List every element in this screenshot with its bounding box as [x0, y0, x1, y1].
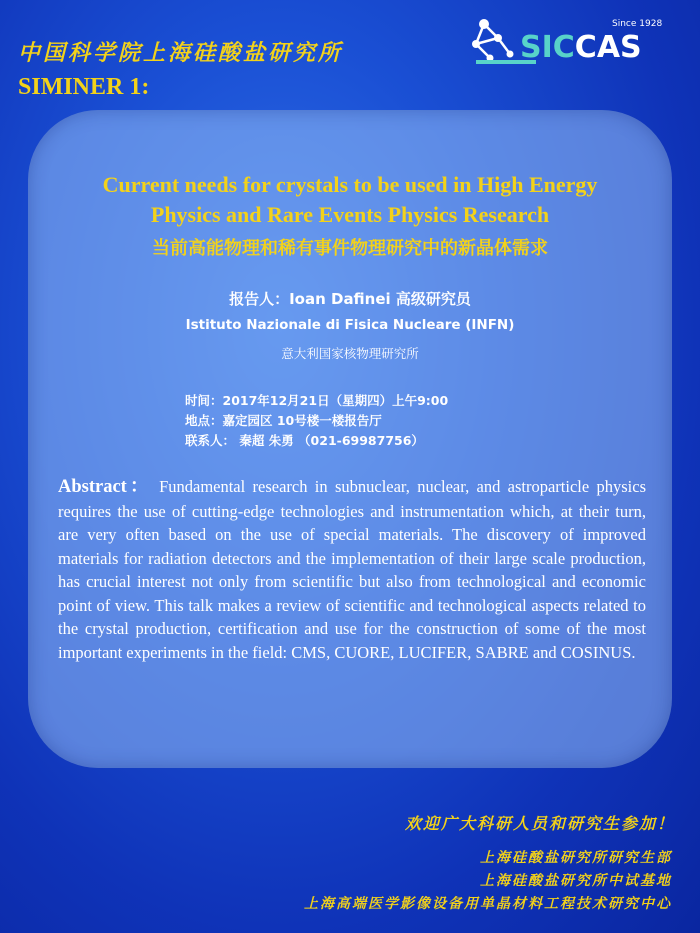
event-info — [185, 391, 448, 451]
talk-title-en-line2: Physics and Rare Events Physics Research — [150, 202, 550, 227]
talk-title-en — [0, 170, 700, 230]
institute-name-cn: 中国科学院上海硅酸盐研究所 — [18, 40, 344, 66]
logo-since-text: Since 1928 — [612, 19, 663, 29]
welcome-message: 欢迎广大科研人员和研究生参加！ — [404, 814, 675, 833]
logo-wordmark — [520, 30, 642, 65]
talk-title-cn: 当前高能物理和稀有事件物理研究中的新晶体需求 — [152, 238, 548, 259]
logo-wordmark-part1: SIC — [520, 30, 575, 65]
event-contact: 联系人： 秦超 朱勇 （021-69987756） — [185, 433, 424, 448]
organizer-3: 上海高端医学影像设备用单晶材料工程技术研究中心 — [304, 896, 672, 912]
abstract-label: Abstract： — [58, 477, 152, 497]
seminar-series-label: SIMINER 1: — [18, 74, 150, 100]
speaker-institute-cn: 意大利国家核物理研究所 — [281, 346, 419, 361]
organizer-1: 上海硅酸盐研究所研究生部 — [480, 850, 672, 866]
organizer-2: 上海硅酸盐研究所中试基地 — [480, 873, 672, 889]
talk-title-en-line1: Current needs for crystals to be used in High Energy — [102, 172, 598, 197]
speaker-institute: Istituto Nazionale di Fisica Nucleare (INFN) — [185, 317, 515, 333]
event-time: 时间：2017年12月21日（星期四）上午9:00 — [185, 393, 449, 408]
abstract-text: Fundamental research in subnuclear, nuclear, and astroparticle physics requires the use of cutting-edge technologies and instrumentation which, at their turn, are very often based on the use of special materials. The discovery of improved materials for radiation detectors and the implementation of their large scale production, has crucial interest not only from scientific but also from technological and economic point of view. This talk makes a review of scientific and technological aspects related to the crystal production, certification and use for the construction of some of the most important experiments in the field: CMS, CUORE, LUCIFER, SABRE and COSINUS. — [58, 477, 647, 662]
speaker: 报告人：Ioan Dafinei 高级研究员 — [229, 290, 471, 308]
event-location: 地点：嘉定园区 10号楼一楼报告厅 — [185, 413, 382, 428]
logo-wordmark-part2: CAS — [574, 30, 642, 65]
abstract — [58, 475, 646, 664]
